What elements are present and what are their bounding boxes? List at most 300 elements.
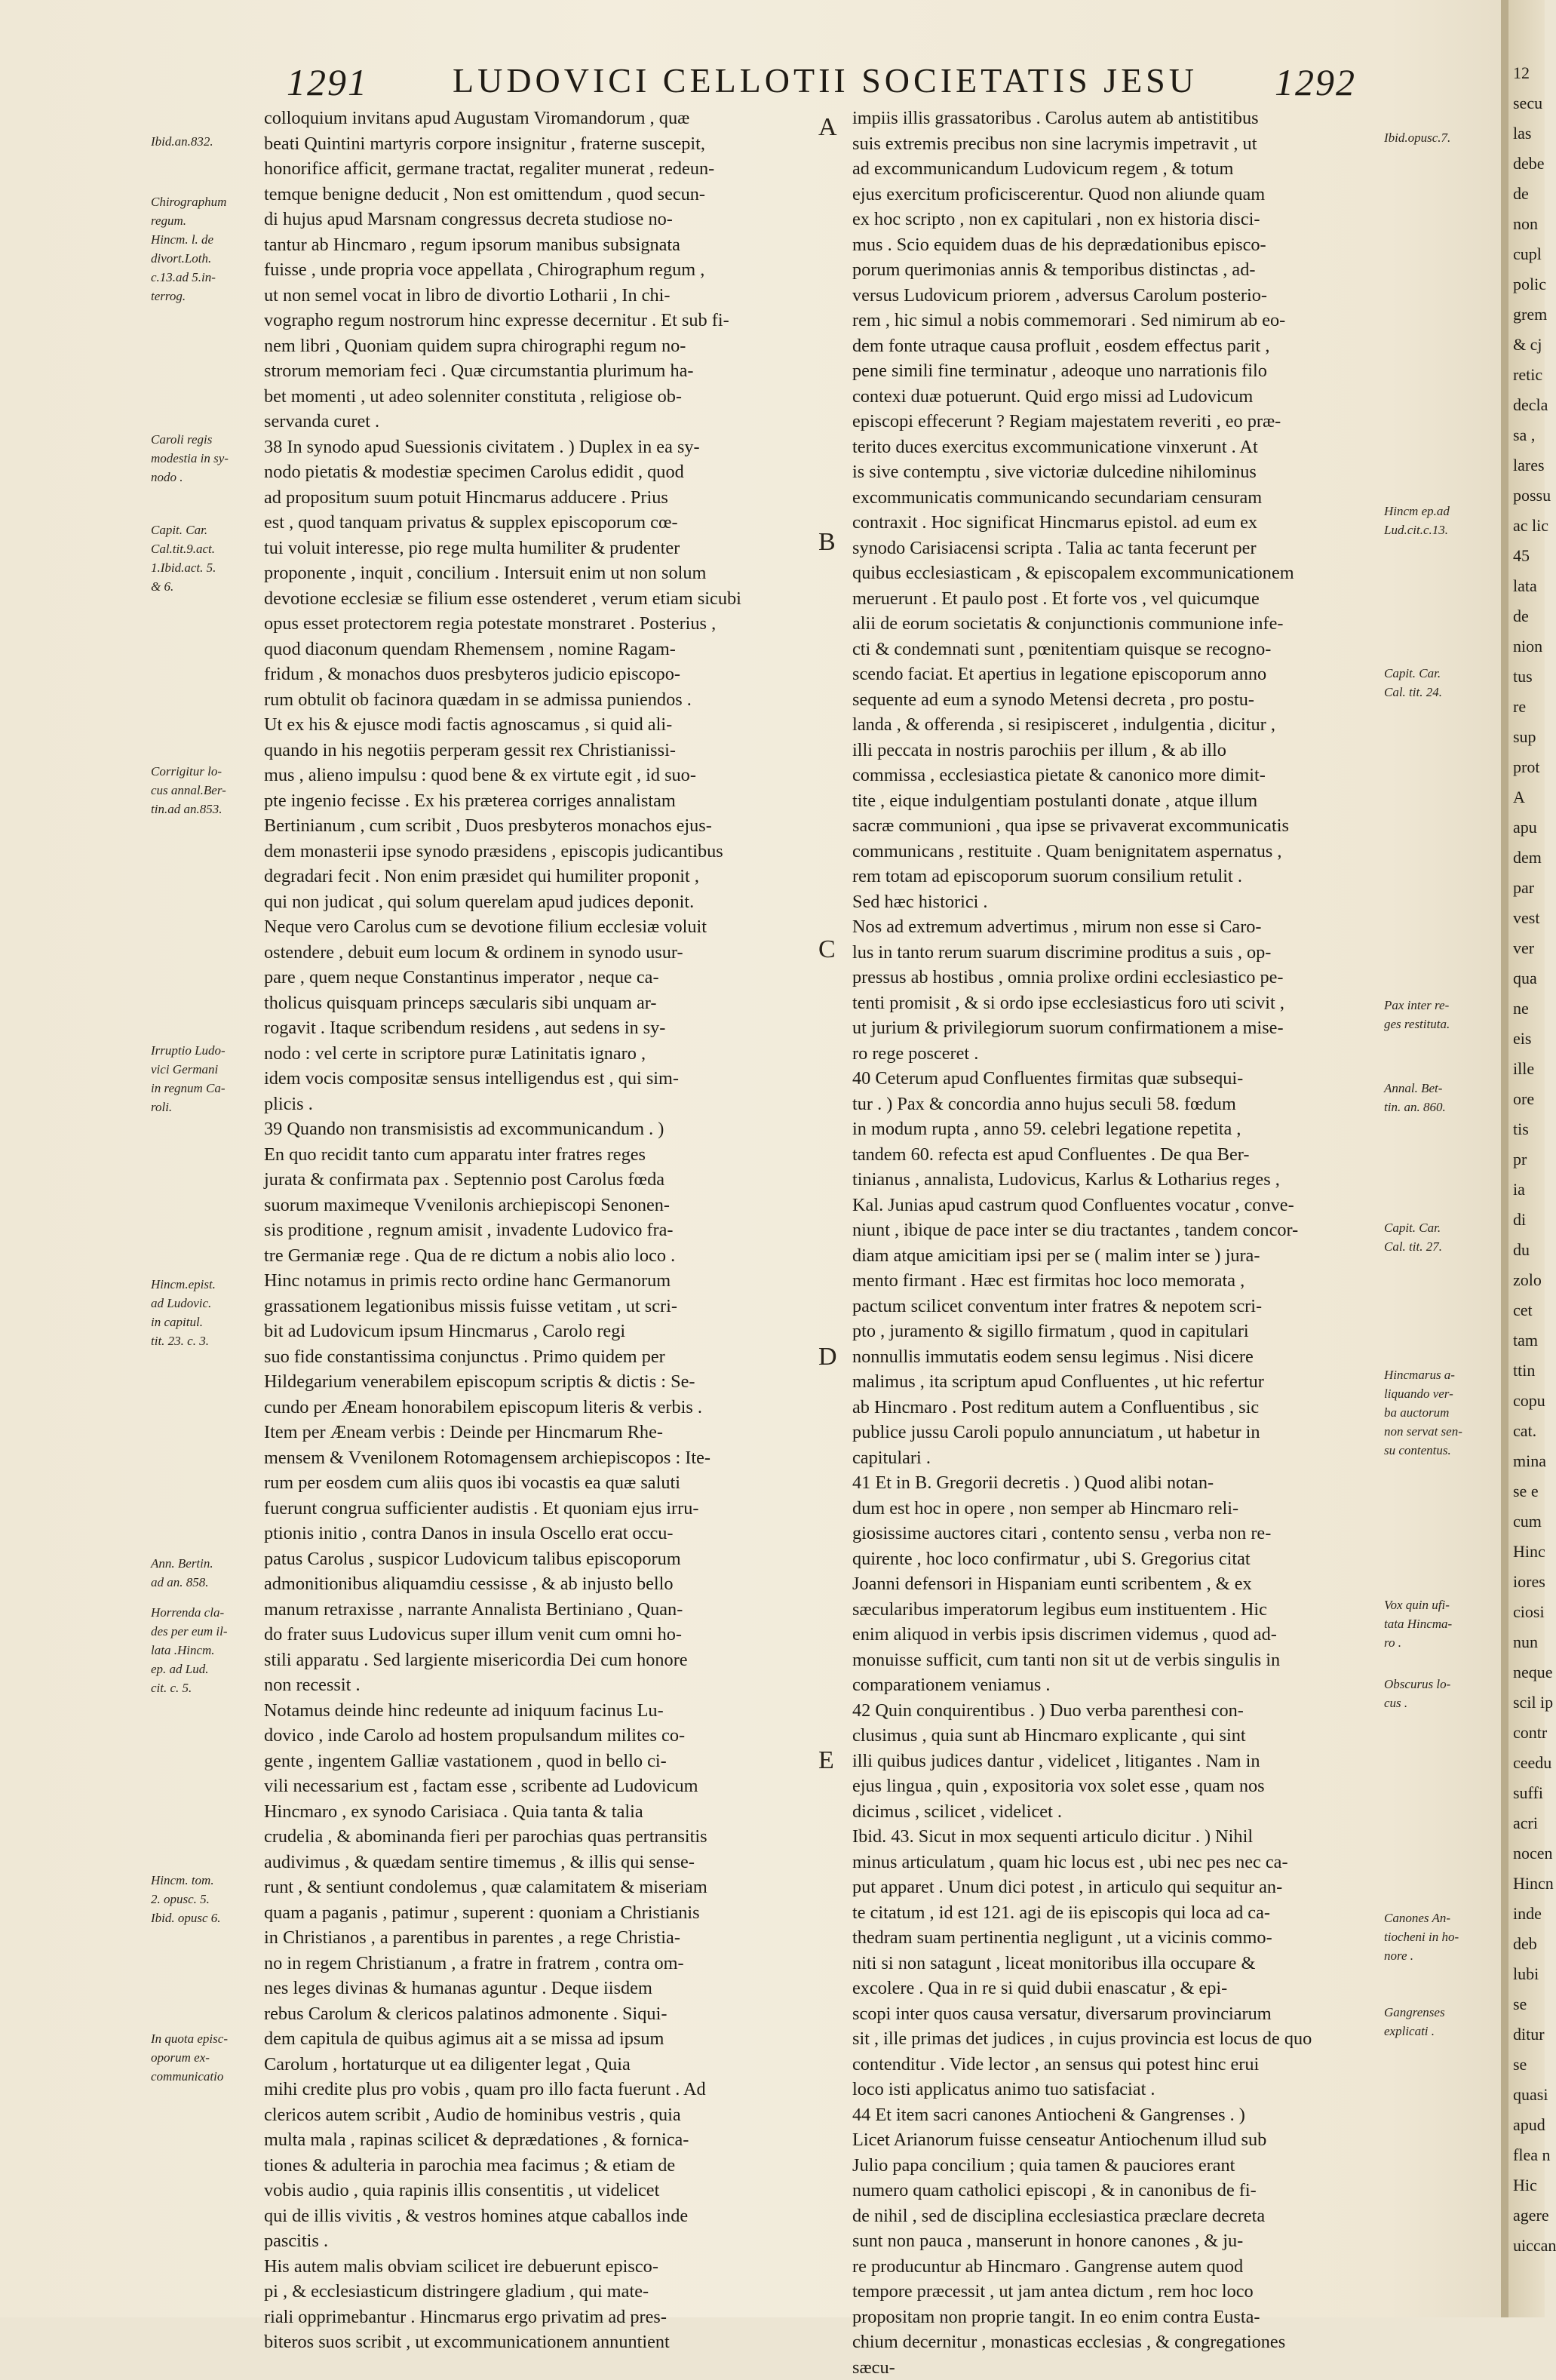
text-line: manum retraxisse , narrante Annalista Bertiniano , Quan- xyxy=(264,1597,792,1623)
text-line: Nos ad extremum advertimus , mirum non esse si Caro- xyxy=(852,914,1380,940)
margin-note-line: su contentus. xyxy=(1384,1441,1497,1460)
text-line: commissa , ecclesiastica pietate & canonico more dimit- xyxy=(852,763,1380,788)
text-line: strorum memoriam feci . Quæ circumstantia plurimum ha- xyxy=(264,358,792,384)
adjacent-page-fragment: cet xyxy=(1508,1297,1545,1323)
adjacent-page-fragment: iores xyxy=(1508,1569,1545,1595)
section-letter: D xyxy=(818,1343,837,1371)
margin-note-line: tin.ad an.853. xyxy=(151,800,260,818)
margin-note xyxy=(1384,664,1497,702)
text-line: pressus ab hostibus , omnia prolixe ordini ecclesiastico pe- xyxy=(852,965,1380,990)
margin-note-line: Corrigitur lo- xyxy=(151,762,260,781)
margin-note-line: Hincm. tom. xyxy=(151,1871,260,1890)
text-line: ro rege posceret . xyxy=(852,1041,1380,1067)
adjacent-page-fragment: se xyxy=(1508,2052,1545,2078)
text-line: mento firmant . Hæc est firmitas hoc loco memorata , xyxy=(852,1268,1380,1294)
running-title: LUDOVICI CELLOTII SOCIETATIS JESU xyxy=(453,60,1198,113)
adjacent-page-fragment: ne xyxy=(1508,996,1545,1021)
text-line: publice jussu Caroli populo annunciatum , ut habetur in xyxy=(852,1420,1380,1445)
text-line: devotione ecclesiæ se filium esse ostenderet , verum etiam sicubi xyxy=(264,586,792,612)
text-line: quando in his negotiis perperam gessit rex Christianissi- xyxy=(264,738,792,763)
margin-note-line: tata Hincma- xyxy=(1384,1614,1497,1633)
adjacent-page-fragment: suffi xyxy=(1508,1780,1545,1806)
adjacent-page-fragment: copu xyxy=(1508,1388,1545,1414)
margin-note xyxy=(151,2029,260,2086)
adjacent-page-fragment: ac lic xyxy=(1508,513,1545,539)
text-line: tempore præcessit , ut jam antea dictum , rem hoc loco xyxy=(852,2279,1380,2305)
margin-note-line: divort.Loth. xyxy=(151,249,260,268)
text-line: landa , & offerenda , si resipisceret , indulgentia , dicitur , xyxy=(852,712,1380,738)
text-line: di hujus apud Marsnam congressus decreta studiose no- xyxy=(264,207,792,232)
text-line: te citatum , id est 121. agi de iis episcopis qui loca ad ca- xyxy=(852,1900,1380,1926)
margin-note-line: oporum ex- xyxy=(151,2048,260,2067)
text-line: tur . ) Pax & concordia anno hujus seculi 58. fœdum xyxy=(852,1092,1380,1117)
margin-note-line: ep. ad Lud. xyxy=(151,1660,260,1678)
text-line: multa mala , rapinas scilicet & deprædationes , & fornica- xyxy=(264,2127,792,2153)
text-line: stili apparatu . Sed largiente misericordia Dei cum honore xyxy=(264,1648,792,1673)
margin-note-line: Canones An- xyxy=(1384,1909,1497,1927)
adjacent-page-fragment: tis xyxy=(1508,1116,1545,1142)
margin-note xyxy=(151,1603,260,1697)
text-line: runt , & sentiunt condolemus , quæ calamitatem & miseriam xyxy=(264,1875,792,1900)
text-line: minus articulatum , quam hic locus est , ubi nec pes nec ca- xyxy=(852,1850,1380,1875)
text-line: re producuntur ab Hincmaro . Gangrense autem quod xyxy=(852,2254,1380,2280)
text-line: patus Carolus , suspicor Ludovicum talibus episcoporum xyxy=(264,1546,792,1572)
margin-note xyxy=(151,1041,260,1116)
text-line: Licet Arianorum fuisse censeatur Antiochenum illud sub xyxy=(852,2127,1380,2153)
text-line: 39 Quando non transmisistis ad excommunicandum . ) xyxy=(264,1116,792,1142)
text-line: Kal. Junias apud castrum quod Confluentes vocatur , conve- xyxy=(852,1193,1380,1218)
text-line: Hinc notamus in primis recto ordine hanc Germanorum xyxy=(264,1268,792,1294)
adjacent-page-fragment: eis xyxy=(1508,1026,1545,1052)
text-line: quam a paganis , patimur , superent : quoniam a Christianis xyxy=(264,1900,792,1926)
margin-note xyxy=(1384,1365,1497,1460)
text-line: fuisse , unde propria voce appellata , Chirographum regum , xyxy=(264,257,792,283)
adjacent-page-fragment: prot xyxy=(1508,754,1545,780)
text-line: honorifice afficit, germane tractat, regaliter munerat , redeun- xyxy=(264,156,792,182)
text-line: nem libri , Quoniam quidem supra chirographi regum no- xyxy=(264,333,792,359)
adjacent-page-fragment: ore xyxy=(1508,1086,1545,1112)
text-line: Bertinianum , cum scribit , Duos presbyteros monachos ejus- xyxy=(264,813,792,839)
section-letter: E xyxy=(818,1746,834,1775)
margin-note-line: tiocheni in ho- xyxy=(1384,1927,1497,1946)
text-line: thedram suam pertinentia negligunt , ut a vicinis commo- xyxy=(852,1925,1380,1951)
text-line: pte ingenio fecisse . Ex his præterea corriges annalistam xyxy=(264,788,792,814)
margin-note-line: in regnum Ca- xyxy=(151,1079,260,1098)
margin-note-line: Lud.cit.c.13. xyxy=(1384,521,1497,539)
adjacent-page-fragment: quasi xyxy=(1508,2082,1545,2108)
text-line: giosissime auctores citari , contento sensu , verba non re- xyxy=(852,1521,1380,1546)
text-line: terito duces exercitus excommunicatione vinxerunt . At xyxy=(852,435,1380,460)
text-line: 41 Et in B. Gregorii decretis . ) Quod alibi notan- xyxy=(852,1470,1380,1496)
margin-note-line: Chirographum xyxy=(151,192,260,211)
adjacent-page-fragment: contr xyxy=(1508,1720,1545,1746)
text-line: episcopi effecerunt ? Regiam majestatem reveriti , eo præ- xyxy=(852,409,1380,435)
adjacent-page-fragment: las xyxy=(1508,121,1545,146)
text-line: qui de illis vivitis , & vestros homines atque caballos inde xyxy=(264,2203,792,2229)
text-line: beati Quintini martyris corpore insignitur , fraterne suscepit, xyxy=(264,131,792,157)
text-line: capitulari . xyxy=(852,1445,1380,1471)
margin-note-line: & 6. xyxy=(151,577,260,596)
margin-note-line: Capit. Car. xyxy=(1384,1218,1497,1237)
text-line: monuisse sufficit, cum tanti non sit ut de verbis singulis in xyxy=(852,1648,1380,1673)
text-line: grassationem legationibus missis fuisse vetitam , ut scri- xyxy=(264,1294,792,1319)
margin-note-line: lata .Hincm. xyxy=(151,1641,260,1660)
text-line: ad propositum suum potuit Hincmarus adducere . Prius xyxy=(264,485,792,511)
text-line: ut non semel vocat in libro de divortio Lotharii , In chi- xyxy=(264,283,792,309)
margin-note-line: communicatio xyxy=(151,2067,260,2086)
text-line: degradari fecit . Non enim præsidet qui humiliter proponit , xyxy=(264,864,792,889)
adjacent-page-fragment: debe xyxy=(1508,151,1545,177)
text-line: fridum , & monachos duos presbyteros judicio episcopo- xyxy=(264,662,792,687)
margin-note xyxy=(1384,2003,1497,2041)
adjacent-page-fragment: nocen xyxy=(1508,1841,1545,1866)
text-line: dicimus , scilicet , videlicet . xyxy=(852,1799,1380,1825)
text-line: dovico , inde Carolo ad hostem propulsandum milites co- xyxy=(264,1723,792,1749)
text-line: nodo pietatis & modestiæ specimen Carolus edidit , quod xyxy=(264,459,792,485)
margin-note-line: Irruptio Ludo- xyxy=(151,1041,260,1060)
text-line: Neque vero Carolus cum se devotione filium ecclesiæ voluit xyxy=(264,914,792,940)
text-line: mensem & Vvenilonem Rotomagensem archiepiscopos : Ite- xyxy=(264,1445,792,1471)
margin-note-line: Gangrenses xyxy=(1384,2003,1497,2022)
text-line: mus . Scio equidem duas de his deprædationibus episco- xyxy=(852,232,1380,258)
text-line: meruerunt . Et paulo post . Et forte vos , vel quicumque xyxy=(852,586,1380,612)
adjacent-page-fragment: ia xyxy=(1508,1177,1545,1202)
text-line: pare , quem neque Constantinus imperator , neque ca- xyxy=(264,965,792,990)
adjacent-page-fragment: neque xyxy=(1508,1660,1545,1685)
adjacent-page-fragment: ceedu xyxy=(1508,1750,1545,1776)
adjacent-page-fragment: lares xyxy=(1508,453,1545,478)
text-line: sunt non pauca , manserunt in honore canones , & ju- xyxy=(852,2228,1380,2254)
text-line: loco isti applicatus animo tuo satisfaciat . xyxy=(852,2077,1380,2102)
adjacent-page-fragment: tam xyxy=(1508,1328,1545,1353)
page-number-right: 1292 xyxy=(1275,60,1356,113)
text-line: illi peccata in nostris parochiis per illum , & ab illo xyxy=(852,738,1380,763)
text-line: Julio papa concilium ; quia tamen & pauciores erant xyxy=(852,2153,1380,2179)
adjacent-page-fragment: dem xyxy=(1508,845,1545,871)
adjacent-page-fragment: se e xyxy=(1508,1479,1545,1504)
text-line: versus Ludovicum priorem , adversus Carolum posterio- xyxy=(852,283,1380,309)
adjacent-page-edge xyxy=(1508,0,1545,2317)
adjacent-page-fragment: apu xyxy=(1508,815,1545,840)
margin-note-line: Caroli regis xyxy=(151,430,260,449)
adjacent-page-fragment: lata xyxy=(1508,573,1545,599)
text-line: colloquium invitans apud Augustam Viromandorum , quæ xyxy=(264,106,792,131)
adjacent-page-fragment: sup xyxy=(1508,724,1545,750)
margin-note-line: Annal. Bet- xyxy=(1384,1079,1497,1098)
adjacent-page-fragment: zolo xyxy=(1508,1267,1545,1293)
text-line: rum obtulit ob facinora quædam in se admissa puniendos . xyxy=(264,687,792,713)
margin-note-line: in capitul. xyxy=(151,1313,260,1331)
margin-note-line: Hincm.epist. xyxy=(151,1275,260,1294)
text-line: tinianus , annalista, Ludovicus, Karlus & Lotharius reges , xyxy=(852,1167,1380,1193)
text-line: rogavit . Itaque scribendum residens , aut sedens in sy- xyxy=(264,1015,792,1041)
adjacent-page-fragment: inde xyxy=(1508,1901,1545,1927)
margin-note-line: Cal. tit. 27. xyxy=(1384,1237,1497,1256)
text-line: in Christianos , a parentibus in parentes , a rege Christia- xyxy=(264,1925,792,1951)
margin-note-line: ad an. 858. xyxy=(151,1573,260,1592)
margin-note-line: des per eum il- xyxy=(151,1622,260,1641)
text-line: 38 In synodo apud Suessionis civitatem . ) Duplex in ea sy- xyxy=(264,435,792,460)
adjacent-page-fragment: re xyxy=(1508,694,1545,720)
adjacent-page-fragment: & cj xyxy=(1508,332,1545,358)
adjacent-page-fragment: ciosi xyxy=(1508,1599,1545,1625)
margin-note-line: non servat sen- xyxy=(1384,1422,1497,1441)
adjacent-page-fragment: agere xyxy=(1508,2203,1545,2228)
margin-note xyxy=(1384,1909,1497,1965)
text-line: En quo recidit tanto cum apparatu inter fratres reges xyxy=(264,1142,792,1168)
margin-note xyxy=(151,762,260,818)
margin-note-line: ro . xyxy=(1384,1633,1497,1652)
margin-note-line: In quota episc- xyxy=(151,2029,260,2048)
text-line: bit ad Ludovicum ipsum Hincmarus , Carolo regi xyxy=(264,1319,792,1344)
text-line: mihi credite plus pro vobis , quam pro illo facta fuerunt . Ad xyxy=(264,2077,792,2102)
adjacent-page-fragment: ditur xyxy=(1508,2022,1545,2047)
margin-note-line: Vox quin ufi- xyxy=(1384,1595,1497,1614)
adjacent-page-fragment: polic xyxy=(1508,272,1545,297)
text-line: do frater suus Ludovicus super illum venit cum omni ho- xyxy=(264,1622,792,1648)
text-line: 44 Et item sacri canones Antiocheni & Gangrenses . ) xyxy=(852,2102,1380,2128)
text-line: pactum scilicet conventum inter fratres & nepotem scri- xyxy=(852,1294,1380,1319)
adjacent-page-fragment: qua xyxy=(1508,966,1545,991)
text-line: vili necessarium est , factam esse , scribente ad Ludovicum xyxy=(264,1773,792,1799)
text-line: servanda curet . xyxy=(264,409,792,435)
text-line: clusimus , quia sunt ab Hincmaro explicante , qui sint xyxy=(852,1723,1380,1749)
margin-note-line: cus . xyxy=(1384,1694,1497,1712)
margin-note-line: Capit. Car. xyxy=(1384,664,1497,683)
text-line: ejus lingua , quin , expositoria vox solet esse , quam nos xyxy=(852,1773,1380,1799)
adjacent-page-fragment: secu xyxy=(1508,91,1545,116)
adjacent-page-fragment: ver xyxy=(1508,935,1545,961)
margin-note-line: regum. xyxy=(151,211,260,230)
text-line: qui non judicat , qui solum querelam apud judices deponit. xyxy=(264,889,792,915)
text-line: jurata & confirmata pax . Septennio post Carolus fœda xyxy=(264,1167,792,1193)
text-line: sequente ad eum a synodo Metensi decreta , pro postu- xyxy=(852,687,1380,713)
adjacent-page-fragment: decla xyxy=(1508,392,1545,418)
text-line: tiones & adulteria in parochia mea facimus ; & etiam de xyxy=(264,2153,792,2179)
margin-note-line: 1.Ibid.act. 5. xyxy=(151,558,260,577)
text-line: biteros suos scribit , ut excommunicationem annuntient xyxy=(264,2329,792,2355)
margin-note-line: nore . xyxy=(1384,1946,1497,1965)
margin-note xyxy=(1384,1218,1497,1256)
margin-note-line: terrog. xyxy=(151,287,260,306)
margin-note xyxy=(1384,128,1497,147)
right-text-column xyxy=(852,106,1380,2380)
text-line: malimus , ita scriptum apud Confluentes , ut hic refertur xyxy=(852,1369,1380,1395)
text-line: tantur ab Hincmaro , regum ipsorum manibus subsignata xyxy=(264,232,792,258)
adjacent-page-fragment: nion xyxy=(1508,634,1545,659)
text-line: est , quod tanquam privatus & supplex episcoporum cœ- xyxy=(264,510,792,536)
text-line: opus esset protectorem regia potestate monstraret . Posterius , xyxy=(264,611,792,637)
text-line: rum per eosdem cum aliis quos ibi vocastis ea quæ saluti xyxy=(264,1470,792,1496)
text-line: gente , ingentem Galliæ vastationem , quod in bello ci- xyxy=(264,1749,792,1774)
text-line: dem capitula de quibus agimus ait a se missa ad ipsum xyxy=(264,2026,792,2052)
text-line: nodo : vel certe in scriptore puræ Latinitatis ignaro , xyxy=(264,1041,792,1067)
text-line: rem totam ad episcoporum suorum consilium retulit . xyxy=(852,864,1380,889)
text-line: pene simili fine terminatur , adeoque uno narrationis filo xyxy=(852,358,1380,384)
text-line: diam atque amicitiam ipsi per se ( malim inter se ) jura- xyxy=(852,1243,1380,1269)
adjacent-page-fragment: possu xyxy=(1508,483,1545,508)
text-line: Ut ex his & ejusce modi factis agnoscamus , si quid ali- xyxy=(264,712,792,738)
text-line: nonnullis immutatis eodem sensu legimus . Nisi dicere xyxy=(852,1344,1380,1370)
page-number-left: 1291 xyxy=(287,60,368,113)
margin-note-line: roli. xyxy=(151,1098,260,1116)
text-line: Sed hæc historici . xyxy=(852,889,1380,915)
adjacent-page-fragment: 12 xyxy=(1508,60,1545,86)
margin-note xyxy=(1384,502,1497,539)
text-line: lus in tanto rerum suarum discrimine proditus a suis , op- xyxy=(852,940,1380,966)
text-line: suo fide constantissima conjunctus . Primo quidem per xyxy=(264,1344,792,1370)
adjacent-page-fragment: flea n xyxy=(1508,2142,1545,2168)
adjacent-page-fragment: par xyxy=(1508,875,1545,901)
margin-note xyxy=(151,1554,260,1592)
text-line: ab Hincmaro . Post reditum autem a Confluentibus , sic xyxy=(852,1395,1380,1420)
text-line: rebus Carolum & clericos palatinos admonente . Siqui- xyxy=(264,2001,792,2027)
adjacent-page-fragment: nun xyxy=(1508,1629,1545,1655)
left-text-column xyxy=(264,106,792,2355)
margin-note-line: nodo . xyxy=(151,468,260,487)
adjacent-page-fragment: retic xyxy=(1508,362,1545,388)
text-line: tite , eique indulgentiam postulanti donate , atque illum xyxy=(852,788,1380,814)
adjacent-page-fragment: Hincn xyxy=(1508,1871,1545,1896)
margin-note-line: Ibid. opusc 6. xyxy=(151,1909,260,1927)
text-line: ex hoc scripto , non ex capitulari , non ex historia disci- xyxy=(852,207,1380,232)
text-line: Ibid. 43. Sicut in mox sequenti articulo dicitur . ) Nihil xyxy=(852,1824,1380,1850)
text-line: scopi inter quos causa versatur, diversarum provinciarum xyxy=(852,2001,1380,2027)
text-line: nes leges divinas & humanas aguntur . Deque iisdem xyxy=(264,1976,792,2001)
text-line: synodo Carisiacensi scripta . Talia ac tanta fecerunt per xyxy=(852,536,1380,561)
adjacent-page-fragment: ille xyxy=(1508,1056,1545,1082)
adjacent-page-fragment: acri xyxy=(1508,1810,1545,1836)
margin-note-line: vici Germani xyxy=(151,1060,260,1079)
section-letter: B xyxy=(818,528,836,557)
margin-note-line: Ibid.opusc.7. xyxy=(1384,128,1497,147)
text-line: impiis illis grassatoribus . Carolus autem ab antistitibus xyxy=(852,106,1380,131)
adjacent-page-fragment: scil ip xyxy=(1508,1690,1545,1715)
margin-note xyxy=(151,1275,260,1350)
text-line: chium decernitur , monasticas ecclesias , & congregationes xyxy=(852,2329,1380,2355)
margin-note-line: modestia in sy- xyxy=(151,449,260,468)
text-line: ejus exercitum proficiscerentur. Quod non aliunde quam xyxy=(852,182,1380,207)
text-line: Hildegarium venerabilem episcopum scriptis & dictis : Se- xyxy=(264,1369,792,1395)
text-line: admonitionibus aliquamdiu cessisse , & ab injusto bello xyxy=(264,1571,792,1597)
text-line: pto , juramento & sigillo firmatum , quod in capitulari xyxy=(852,1319,1380,1344)
adjacent-page-fragment: Hinc xyxy=(1508,1539,1545,1565)
text-line: excommunicatis communicando secundariam censuram xyxy=(852,485,1380,511)
margin-note-line: Hincm ep.ad xyxy=(1384,502,1497,521)
text-line: niti si non satagunt , liceat monitoribus illa occupare & xyxy=(852,1951,1380,1976)
margin-note-line: ad Ludovic. xyxy=(151,1294,260,1313)
text-line: Joanni defensori in Hispaniam eunti scribentem , & ex xyxy=(852,1571,1380,1597)
margin-note-line: Hincm. l. de xyxy=(151,230,260,249)
adjacent-page-fragment: apud xyxy=(1508,2112,1545,2138)
text-line: porum querimonias annis & temporibus distinctas , ad- xyxy=(852,257,1380,283)
margin-note-line: Obscurus lo- xyxy=(1384,1675,1497,1694)
text-line: ut jurium & privilegiorum suorum confirmationem a mise- xyxy=(852,1015,1380,1041)
text-line: His autem malis obviam scilicet ire debuerunt episco- xyxy=(264,2254,792,2280)
margin-note xyxy=(151,192,260,306)
margin-note-line: ba auctorum xyxy=(1384,1403,1497,1422)
adjacent-page-fragment: 45 xyxy=(1508,543,1545,569)
text-line: ptionis initio , contra Danos in insula Oscello erat occu- xyxy=(264,1521,792,1546)
text-line: scendo faciat. Et apertius in legatione episcoporum anno xyxy=(852,662,1380,687)
margin-note-line: tin. an. 860. xyxy=(1384,1098,1497,1116)
adjacent-page-fragment: A xyxy=(1508,785,1545,810)
adjacent-page-fragment: mina xyxy=(1508,1448,1545,1474)
adjacent-page-fragment: vest xyxy=(1508,905,1545,931)
text-line: fuerunt congrua sufficienter audistis . Et quoniam ejus irru- xyxy=(264,1496,792,1522)
adjacent-page-fragment: deb xyxy=(1508,1931,1545,1957)
text-line: quirente , hoc loco confirmatur , ubi S. Gregorius citat xyxy=(852,1546,1380,1572)
text-line: contraxit . Hoc significat Hincmarus epistol. ad eum ex xyxy=(852,510,1380,536)
text-line: niunt , ibique de pace inter se diu tractantes , tandem concor- xyxy=(852,1218,1380,1243)
text-line: sæcu- xyxy=(852,2355,1380,2380)
text-line: pascitis . xyxy=(264,2228,792,2254)
adjacent-page-fragment: cat. xyxy=(1508,1418,1545,1444)
text-line: tandem 60. refecta est apud Confluentes . De qua Ber- xyxy=(852,1142,1380,1168)
text-line: clericos autem scribit , Audio de hominibus vestris , quia xyxy=(264,2102,792,2128)
margin-note xyxy=(151,1871,260,1927)
text-line: sis proditione , regnum amisit , invadente Ludovico fra- xyxy=(264,1218,792,1243)
margin-note-line: Pax inter re- xyxy=(1384,996,1497,1015)
adjacent-page-fragment: sa , xyxy=(1508,422,1545,448)
text-line: alii de eorum societatis & conjunctionis communione infe- xyxy=(852,611,1380,637)
section-letter: C xyxy=(818,935,836,964)
text-line: contenditur . Vide lector , an sensus qui potest hinc erui xyxy=(852,2052,1380,2078)
text-line: cti & condemnati sunt , pœnitentiam quisque se recogno- xyxy=(852,637,1380,662)
margin-note-line: tit. 23. c. 3. xyxy=(151,1331,260,1350)
margin-note xyxy=(1384,1595,1497,1652)
text-line: rem , hic simul a nobis commemorari . Sed nimirum ab eo- xyxy=(852,308,1380,333)
margin-note-line: Hincmarus a- xyxy=(1384,1365,1497,1384)
text-line: dem fonte utraque causa profluit , eosdem effectus parit , xyxy=(852,333,1380,359)
margin-note-line: Capit. Car. xyxy=(151,521,260,539)
text-line: bet momenti , ut adeo solenniter constituta , religiose ob- xyxy=(264,384,792,410)
text-line: tui voluit interesse, pio rege multa humiliter & prudenter xyxy=(264,536,792,561)
adjacent-page-fragment: cum xyxy=(1508,1509,1545,1534)
text-line: 42 Quin conquirentibus . ) Duo verba parenthesi con- xyxy=(852,1698,1380,1724)
text-line: ostendere , debuit eum locum & ordinem in synodo usur- xyxy=(264,940,792,966)
adjacent-page-fragment: lubi xyxy=(1508,1961,1545,1987)
text-line: tholicus quisquam princeps sæcularis sibi unquam ar- xyxy=(264,990,792,1016)
text-line: sæcularibus imperatorum legibus eum instituentem . Hic xyxy=(852,1597,1380,1623)
adjacent-page-fragment: du xyxy=(1508,1237,1545,1263)
text-line: plicis . xyxy=(264,1092,792,1117)
margin-note-line: Cal.tit.9.act. xyxy=(151,539,260,558)
section-letter: A xyxy=(818,113,837,142)
adjacent-page-fragment: grem xyxy=(1508,302,1545,327)
text-line: mus , alieno impulsu : quod bene & ex virtute egit , id suo- xyxy=(264,763,792,788)
margin-note-line: cus annal.Ber- xyxy=(151,781,260,800)
page-gutter xyxy=(1501,0,1508,2317)
margin-note-line: Cal. tit. 24. xyxy=(1384,683,1497,702)
margin-note-line: cit. c. 5. xyxy=(151,1678,260,1697)
text-line: tre Germaniæ rege . Qua de re dictum a nobis alio loco . xyxy=(264,1243,792,1269)
margin-note xyxy=(151,430,260,487)
text-line: dem monasterii ipse synodo præsidens , episcopis judicantibus xyxy=(264,839,792,864)
adjacent-page-fragment: tus xyxy=(1508,664,1545,689)
text-line: excolere . Qua in re si quid dubii enascatur , & epi- xyxy=(852,1976,1380,2001)
text-line: crudelia , & abominanda fieri per parochias quas pertransitis xyxy=(264,1824,792,1850)
adjacent-page-fragment: se xyxy=(1508,1992,1545,2017)
text-line: numero quam catholici episcopi , & in canonibus de fi- xyxy=(852,2178,1380,2203)
text-line: sit , ille primas det judices , in cujus provincia est locus de quo xyxy=(852,2026,1380,2052)
text-line: illi quibus judices dantur , videlicet , litigantes . Nam in xyxy=(852,1749,1380,1774)
adjacent-page-fragment: ttin xyxy=(1508,1358,1545,1383)
margin-note-line: 2. opusc. 5. xyxy=(151,1890,260,1909)
text-line: put apparet . Unum dici potest , in articulo qui sequitur an- xyxy=(852,1875,1380,1900)
text-line: contexi duæ potuerunt. Quid ergo missi ad Ludovicum xyxy=(852,384,1380,410)
text-line: vographo regum nostrorum hinc expresse decernitur . Et sub fi- xyxy=(264,308,792,333)
